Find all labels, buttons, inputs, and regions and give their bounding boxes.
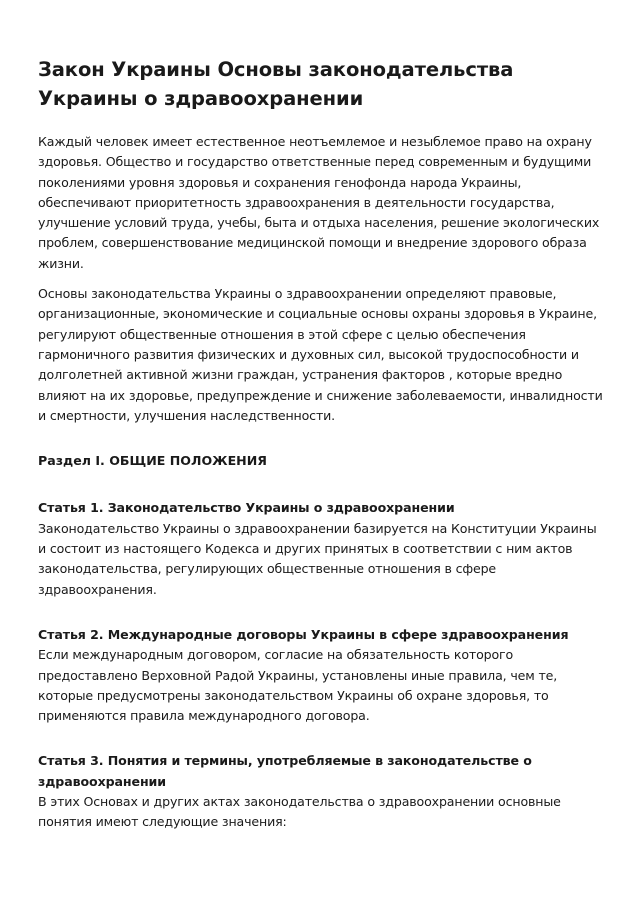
- article-1-title: Статья 1. Законодательство Украины о здравоохранении: [38, 500, 455, 516]
- article-2-title: Статья 2. Международные договоры Украины в сфере здравоохранения: [38, 626, 569, 642]
- article-1: [38, 498, 604, 599]
- article-2-body: Если международным договором, согласие на обязательность которого предоставлено Верховной Радой Украины, установлены иные правила, чем те, которые предусмотрены законодательством Украины об охране здоровья, то применяются правила международного договора.: [38, 647, 558, 724]
- article-1-body: Законодательство Украины о здравоохранении базируется на Конституции Украины и состоит из настоящего Кодекса и других принятых в соответствии с ним актов законодательства, регулирующих общественные отношения в сфере здравоохранения.: [38, 520, 597, 597]
- document-title: Закон Украины Основы законодательства Украины о здравоохранении: [38, 58, 514, 110]
- article-2: [38, 625, 604, 726]
- intro-paragraph-2: Основы законодательства Украины о здравоохранении определяют правовые, организационные, экономические и социальные основы охраны здоровья в Украине, регулируют общественные отношения в этой сфере с целью обеспечения гармоничного развития физических и духовных сил, высокой трудоспособности и долголетней активной жизни граждан, устранения факторов , которые вредно влияют на их здоровье, предупреждение и снижение заболеваемости, инвалидности и смертности, улучшения наследственности.: [38, 286, 603, 423]
- article-3-body: В этих Основах и других актах законодательства о здравоохранении основные понятия имеют следующие значения:: [38, 794, 561, 830]
- intro-paragraph-1: Каждый человек имеет естественное неотъемлемое и незыблемое право на охрану здоровья. Общество и государство ответственные перед современным и будущими поколениями уровня здоровья и сохранения генофонда народа Украины, обеспечивают приоритетность здравоохранения в деятельности государства, улучшение условий труда, учебы, быта и отдыха населения, решение экологических проблем, совершенствование медицинской помощи и внедрение здорового образа жизни.: [38, 134, 600, 271]
- article-3: [38, 751, 604, 832]
- section-heading: Раздел I. ОБЩИЕ ПОЛОЖЕНИЯ: [38, 453, 267, 469]
- document-page: [38, 55, 604, 833]
- article-3-title: Статья 3. Понятия и термины, употребляемые в законодательстве о здравоохранении: [38, 753, 532, 789]
